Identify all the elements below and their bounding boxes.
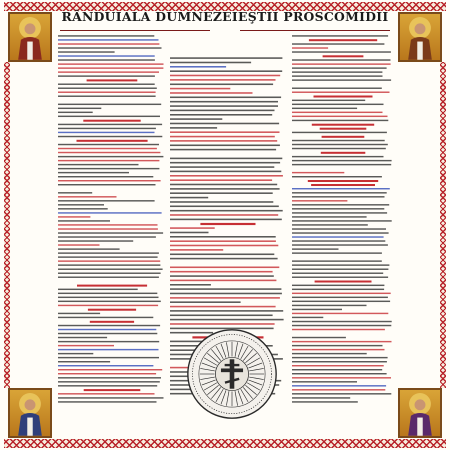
text-line (292, 345, 383, 346)
text-line (170, 175, 283, 177)
text-line (292, 385, 386, 386)
text-line (58, 353, 93, 354)
text-line (292, 373, 387, 374)
text-line (292, 393, 391, 394)
text-line (58, 92, 156, 93)
text-line (58, 55, 155, 56)
text-line (292, 349, 385, 350)
text-line (58, 75, 155, 76)
text-line (170, 297, 280, 299)
text-line (170, 149, 276, 151)
text-line (58, 63, 164, 64)
text-line (170, 110, 275, 112)
text-line (58, 269, 163, 270)
text-line (58, 116, 160, 117)
text-line (292, 140, 385, 141)
text-line (58, 200, 155, 201)
text-line (58, 184, 156, 185)
text-line (58, 248, 120, 249)
text-line (292, 285, 384, 286)
text-line (58, 176, 153, 177)
text-line (58, 51, 115, 52)
text-line (170, 206, 279, 208)
text-line (321, 152, 366, 154)
text-line (170, 293, 282, 295)
text-column-right (292, 34, 394, 404)
text-line (170, 288, 281, 290)
text-line (170, 140, 277, 142)
text-lines (292, 34, 394, 404)
text-line (320, 128, 367, 130)
text-line (170, 127, 217, 129)
text-line (170, 166, 274, 168)
text-line (58, 313, 100, 314)
text-line (292, 244, 388, 245)
text-line (292, 176, 382, 177)
text-line (58, 317, 153, 318)
text-line (58, 67, 163, 68)
text-line (170, 232, 209, 234)
text-line (58, 401, 157, 402)
text-line (170, 79, 276, 81)
text-line (58, 192, 92, 193)
text-line (170, 271, 273, 273)
text-line (58, 297, 159, 298)
text-lines (58, 34, 166, 404)
text-line (170, 162, 280, 164)
text-line (58, 180, 161, 181)
text-line (170, 219, 282, 221)
text-line (170, 57, 282, 59)
text-line (170, 210, 283, 212)
text-line (311, 184, 375, 186)
text-line (58, 252, 159, 253)
text-line (58, 152, 160, 153)
text-line (58, 264, 160, 265)
text-line (292, 232, 389, 233)
text-line (292, 132, 387, 133)
text-line (58, 156, 163, 157)
text-line (170, 197, 208, 199)
text-line (170, 319, 284, 321)
text-line (170, 284, 211, 286)
text-line (292, 353, 367, 354)
text-line (58, 43, 159, 44)
text-line (58, 373, 156, 374)
text-line (58, 132, 155, 133)
text-line (58, 96, 156, 97)
text-line (170, 131, 280, 133)
text-line (58, 232, 163, 233)
text-line (292, 321, 392, 322)
text-line (58, 196, 117, 197)
text-line (292, 240, 385, 241)
text-line (58, 108, 101, 109)
text-line (170, 188, 280, 190)
text-line (58, 244, 100, 245)
text-line (292, 59, 391, 60)
text-line (170, 75, 280, 77)
text-line (292, 329, 385, 330)
text-line (292, 269, 388, 270)
text-line (58, 301, 161, 302)
text-line (292, 260, 382, 261)
text-line (292, 228, 386, 229)
text-line (292, 293, 391, 294)
text-line (292, 357, 388, 358)
text-line (292, 196, 385, 197)
text-line (292, 325, 391, 326)
text-line (292, 289, 384, 290)
bottom-ornament-border (4, 439, 446, 448)
text-line (292, 277, 388, 278)
text-line (292, 341, 392, 342)
text-line (58, 168, 159, 169)
text-line (87, 79, 138, 81)
text-line (58, 293, 157, 294)
text-line (58, 240, 133, 241)
text-line (292, 200, 347, 201)
title-rule-left (60, 30, 210, 31)
text-line (170, 92, 253, 94)
text-line (292, 63, 391, 64)
text-line (58, 385, 157, 386)
text-line (170, 145, 280, 147)
text-line (292, 369, 382, 370)
text-line (58, 357, 159, 358)
text-line (58, 277, 159, 278)
text-line (58, 164, 139, 165)
text-line (292, 248, 339, 249)
text-line (292, 220, 392, 221)
text-line (170, 240, 276, 242)
text-line (58, 216, 90, 217)
text-line (84, 389, 141, 391)
text-line (58, 228, 158, 229)
text-line (170, 66, 226, 68)
text-line (314, 96, 373, 98)
text-line (170, 201, 273, 203)
text-line (170, 227, 215, 229)
patriarchal-seal (186, 328, 278, 420)
text-line (58, 381, 160, 382)
right-ornament-border (440, 62, 446, 388)
text-line (308, 180, 378, 182)
text-line (170, 254, 274, 256)
text-line (170, 105, 278, 107)
text-line (58, 148, 157, 149)
text-line (77, 285, 147, 287)
text-line (170, 306, 276, 308)
text-line (58, 212, 162, 213)
text-line (170, 275, 274, 277)
text-line (292, 67, 387, 68)
text-line (58, 329, 156, 330)
text-line (292, 172, 344, 173)
text-line (292, 361, 387, 362)
text-line (292, 148, 386, 149)
text-line (292, 301, 390, 302)
text-line (170, 158, 282, 160)
text-line (292, 104, 384, 105)
text-column-left (58, 34, 166, 404)
text-line (58, 204, 104, 205)
text-line (170, 136, 275, 138)
text-line (292, 144, 388, 145)
text-line (58, 377, 161, 378)
text-line (292, 377, 391, 378)
text-line (170, 84, 273, 86)
text-line (58, 273, 161, 274)
text-line (58, 397, 164, 398)
text-line (58, 349, 159, 350)
text-line (292, 188, 390, 189)
text-line (292, 112, 383, 113)
text-line (170, 249, 223, 251)
text-line (58, 124, 162, 125)
text-line (58, 289, 138, 290)
text-line (58, 236, 156, 237)
text-line (292, 309, 342, 310)
text-line (170, 310, 283, 312)
text-line (170, 323, 275, 325)
text-line (170, 114, 272, 116)
text-line (58, 341, 159, 342)
text-line (170, 258, 278, 260)
text-line (292, 160, 392, 161)
text-line (292, 273, 383, 274)
saint-icon (8, 388, 52, 438)
text-line (58, 35, 154, 36)
text-line (170, 123, 279, 125)
text-line (58, 104, 161, 105)
text-line (58, 337, 107, 338)
text-line (170, 280, 276, 282)
text-line (292, 156, 384, 157)
text-line (58, 393, 155, 394)
text-line (170, 214, 278, 216)
text-line (88, 309, 136, 311)
text-line (58, 333, 157, 334)
left-ornament-border (4, 62, 10, 388)
text-line (58, 88, 157, 89)
text-line (58, 345, 114, 346)
text-line (58, 208, 108, 209)
title-rule-right (240, 30, 390, 31)
text-line (58, 361, 110, 362)
text-line (58, 136, 162, 137)
text-line (292, 381, 357, 382)
text-line (170, 88, 230, 90)
text-line (170, 118, 222, 120)
text-line (292, 401, 358, 402)
text-line (170, 301, 241, 303)
text-line (58, 256, 158, 257)
text-line (58, 144, 159, 145)
text-line (292, 305, 367, 306)
text-line (323, 55, 364, 57)
text-line (292, 397, 350, 398)
text-line (58, 260, 160, 261)
text-line (90, 321, 134, 323)
text-line (58, 112, 93, 113)
text-line (58, 71, 159, 72)
text-line (292, 212, 387, 213)
text-line (170, 97, 281, 99)
text-line (292, 47, 328, 48)
text-line (292, 204, 389, 205)
text-line (170, 192, 273, 194)
text-line (309, 39, 377, 41)
saint-icon (398, 12, 442, 62)
text-line (292, 389, 385, 390)
text-line (170, 171, 281, 173)
text-line (292, 208, 384, 209)
text-line (292, 297, 388, 298)
text-line (58, 305, 158, 306)
text-line (170, 236, 276, 238)
text-line (292, 35, 388, 36)
text-line (292, 192, 387, 193)
text-line (292, 116, 388, 117)
text-line (170, 245, 278, 247)
text-line (170, 315, 273, 317)
text-line (58, 160, 159, 161)
text-line (292, 75, 383, 76)
text-line (322, 136, 365, 138)
text-line (292, 108, 357, 109)
text-line (83, 120, 140, 122)
text-line (292, 264, 389, 265)
text-line (170, 70, 282, 72)
text-line (292, 120, 388, 121)
text-line (292, 92, 390, 93)
text-line (170, 62, 251, 64)
text-line (200, 223, 255, 225)
text-line (58, 224, 158, 225)
text-line (292, 337, 346, 338)
text-line (170, 179, 272, 181)
text-line (292, 252, 382, 253)
text-line (292, 164, 391, 165)
text-line (292, 43, 384, 44)
text-line (292, 317, 323, 318)
text-line (292, 79, 391, 80)
text-line (170, 101, 278, 103)
saint-icon (398, 388, 442, 438)
text-line (58, 325, 160, 326)
text-line (58, 369, 162, 370)
text-line (58, 128, 156, 129)
text-line (312, 124, 374, 126)
text-line (292, 88, 382, 89)
text-line (77, 140, 148, 142)
text-line (58, 47, 162, 48)
text-line (292, 236, 384, 237)
saint-icon (8, 12, 52, 62)
text-line (170, 184, 277, 186)
text-line (58, 172, 129, 173)
text-line (292, 216, 367, 217)
text-line (58, 84, 155, 85)
text-line (58, 39, 159, 40)
text-line (170, 267, 279, 269)
page-title: RÂNDUIALA DUMNEZEIEŞTII PROSCOMIDII (61, 9, 389, 24)
text-line (292, 51, 391, 52)
text-line (58, 59, 155, 60)
text-line (292, 71, 382, 72)
text-line (292, 365, 384, 366)
text-line (315, 281, 372, 283)
text-line (58, 365, 153, 366)
text-line (292, 100, 365, 101)
text-line (292, 313, 388, 314)
text-line (292, 224, 368, 225)
text-line (58, 220, 110, 221)
